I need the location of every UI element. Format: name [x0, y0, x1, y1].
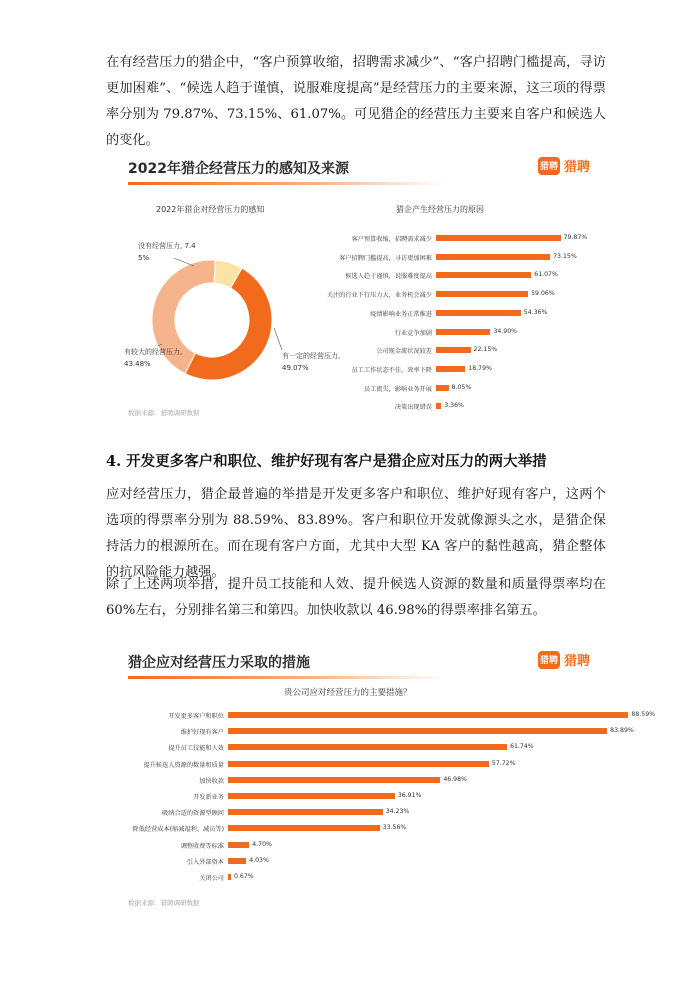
bar-value-label: 61.74% — [510, 743, 534, 751]
bar-value-label: 4.03% — [249, 856, 269, 864]
section-heading: 4. 开发更多客户和职位、维护好现有客户是猎企应对压力的两大举措 — [106, 453, 547, 470]
bar — [436, 310, 521, 316]
bar — [228, 793, 395, 799]
bar-category-label: 行业竞争加剧 — [394, 329, 432, 337]
bar — [228, 858, 246, 864]
bar — [228, 744, 507, 750]
other-measures-paragraph: 除了上述两项举措，提升员工技能和人效、提升候选人资源的数量和质量得票率均在 60%左右，分别排名第三和第四。加快收款以 46.98%的得票率排名第五。 — [106, 577, 606, 618]
bar — [228, 712, 628, 718]
bar-value-label: 59.06% — [531, 290, 555, 298]
bar-category-label: 客户预算收缩，招聘需求减少 — [351, 236, 432, 243]
bar-category-label: 开发更多客户和职位 — [168, 713, 224, 720]
measures-chart-title: 贵公司应对经营压力的主要措施？ — [284, 688, 412, 698]
bar-category-label: 公司现金流状况较差 — [376, 348, 432, 356]
pie-chart-title: 2022年猎企对经营压力的感知 — [156, 205, 265, 214]
bar-category-label: 调整收费等标准 — [180, 842, 224, 850]
bar-value-label: 4.70% — [252, 840, 272, 848]
bar-value-label: 18.79% — [468, 364, 492, 372]
bar-category-label: 吸纳合适的资源型顾问 — [162, 810, 224, 818]
bar-category-label: 加快收款 — [199, 777, 224, 785]
bar-category-label: 员工工作状态不佳，效率下降 — [351, 366, 432, 374]
bar-value-label: 54.36% — [523, 308, 548, 316]
bar — [436, 254, 550, 260]
pressure-perception-card — [118, 150, 596, 422]
bar-value-label: 34.23% — [385, 808, 410, 816]
bar-category-label: 客户招聘门槛提高，寻访更加困难 — [339, 254, 432, 262]
logo-text: 猎聘 — [563, 654, 590, 669]
bar — [436, 291, 528, 297]
bar — [436, 235, 561, 241]
data-source: 数据来源：猎聘调研数据 — [128, 409, 200, 417]
bar-value-label: 0.67% — [234, 873, 254, 880]
bar-value-label: 46.98% — [443, 775, 467, 783]
bar-category-label: 提升员工技能和人效 — [168, 745, 224, 753]
card2-title: 猎企应对经营压力采取的措施 — [128, 655, 310, 671]
bar — [228, 728, 607, 734]
measures-paragraph: 应对经营压力，猎企最普遍的举措是开发更多客户和职位、维护好现有客户，这两个选项的得票率分别为 88.59%、83.89%。客户和职位开发就像源头之水，是猎企保持活力的根源所在。而在现有客户方面，尤其中大型 KA 客户的黏性越高，猎企整体的抗风险能力越强。 — [106, 487, 606, 580]
bar — [436, 403, 441, 409]
bar-value-label: 83.89% — [610, 727, 634, 735]
pie-slice-label: 有较大的经营压力, 43.48% — [124, 348, 183, 368]
bar-value-label: 8.05% — [451, 383, 472, 391]
bar-value-label: 61.07% — [534, 271, 558, 279]
intro-paragraph: 在有经营压力的猎企中，“客户预算收缩，招聘需求减少”、“客户招聘门槛提高，寻访更加困难”、“候选人趋于谨慎，说服难度提高”是经营压力的主要来源，这三项的得票率分别为 79.87%、73.15%、61.07%。可见猎企的经营压力主要来自客户和候选人的变化。 — [106, 55, 606, 148]
bar-category-label: 疫情影响业务正常推进 — [370, 310, 432, 318]
logo-icon: 猎聘 — [538, 651, 560, 669]
bar-category-label: 引入外部资本 — [186, 858, 224, 866]
bar-value-label: 22.15% — [473, 346, 498, 354]
bar — [228, 842, 249, 848]
pie-slice-label: 没有经营压力, 7.45% — [138, 242, 196, 262]
bar-category-label: 关闭公司 — [199, 875, 224, 882]
bar-category-label: 维护好现有客户 — [180, 729, 224, 737]
bar — [228, 825, 380, 831]
bar — [228, 874, 231, 880]
title-underline — [128, 676, 446, 679]
bar — [436, 366, 465, 372]
bar-category-label: 降低经营成本(缩减福利、减员等) — [132, 826, 224, 834]
card1-title: 2022年猎企经营压力的感知及来源 — [128, 161, 349, 177]
bar-category-label: 开发新业务 — [193, 794, 224, 801]
reasons-chart-title: 猎企产生经营压力的原因 — [396, 205, 484, 214]
bar-value-label: 73.15% — [553, 252, 577, 260]
pie-chart — [118, 150, 596, 422]
bar-value-label: 34.90% — [493, 327, 518, 335]
bar — [228, 761, 489, 767]
logo-icon: 猎聘 — [538, 157, 560, 175]
bar-category-label: 候选人趋于谨慎，说服难度提高 — [345, 273, 432, 281]
bar — [436, 329, 490, 335]
bar-value-label: 79.87% — [563, 234, 588, 241]
bar-category-label: 员工流失，影响业务开展 — [363, 385, 432, 393]
pie-leader-line — [274, 328, 282, 350]
bar-value-label: 36.91% — [397, 792, 422, 799]
bar-value-label: 57.72% — [491, 759, 516, 767]
bar — [436, 347, 471, 353]
bar — [228, 777, 440, 783]
bar-category-label: 决策出现错误 — [394, 404, 432, 412]
bar — [436, 385, 449, 391]
measures-card — [118, 644, 656, 914]
bar — [228, 809, 383, 815]
data-source: 数据来源：猎聘调研数据 — [128, 899, 200, 907]
brand-logo — [538, 650, 590, 669]
logo-text: 猎聘 — [563, 160, 590, 175]
bar-value-label: 33.56% — [382, 824, 407, 832]
bar-category-label: 提升候选人资源的数量和质量 — [143, 761, 224, 769]
bar-category-label: 关注的行业下行压力大，业务机会减少 — [326, 292, 432, 300]
bar-value-label: 3.36% — [444, 402, 464, 410]
bar-value-label: 88.59% — [631, 711, 656, 718]
pie-slice-label: 有一定的经营压力, 49.07% — [282, 352, 341, 372]
bar — [436, 272, 531, 278]
